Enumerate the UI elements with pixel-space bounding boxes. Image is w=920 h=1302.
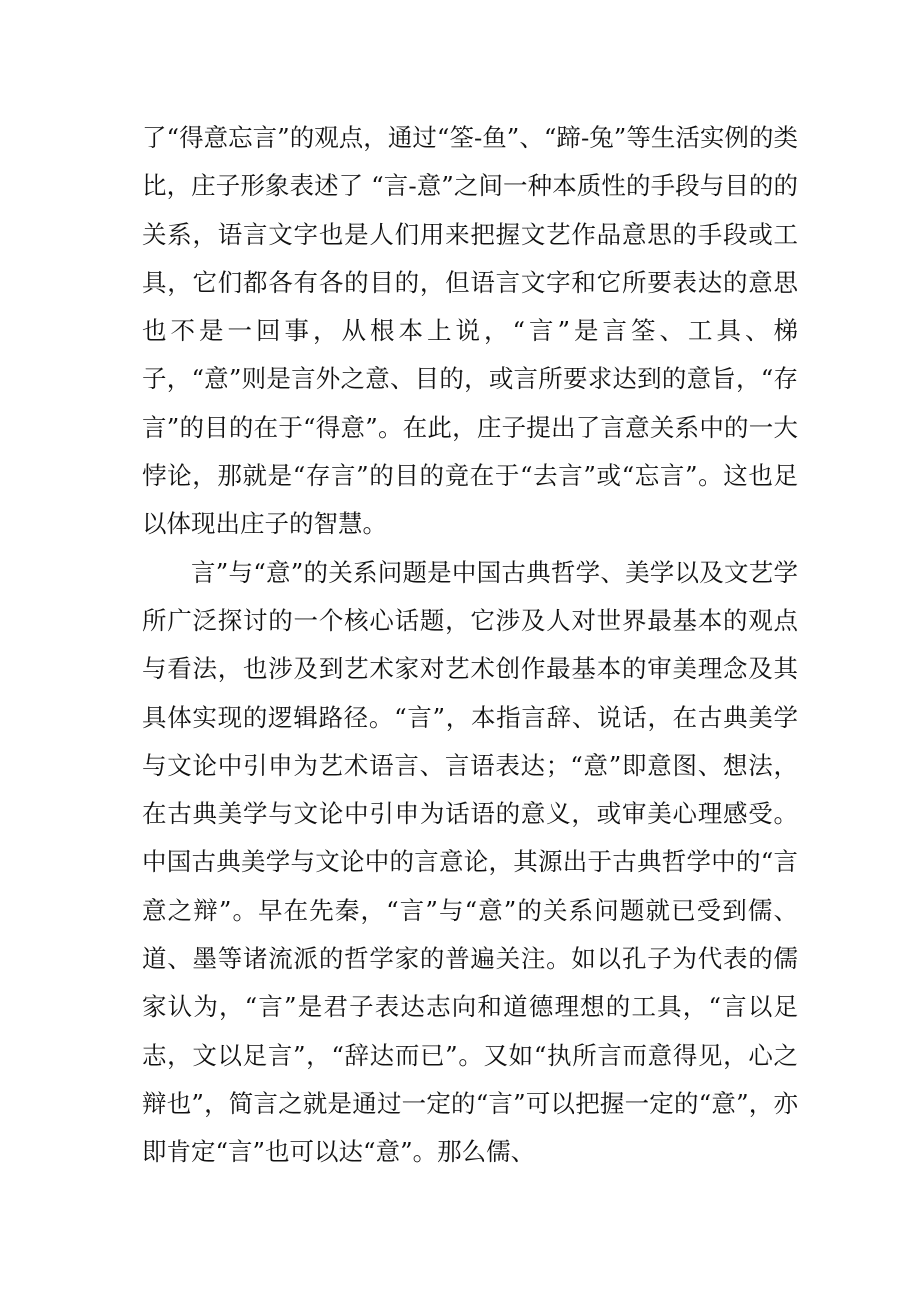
paragraph-yan-yi: 言”与“意”的关系问题是中国古典哲学、美学以及文艺学所广泛探讨的一个核心话题，它涉及人对世界最基本的观点与看法，也涉及到艺术家对艺术创作最基本的审美理念及其具体实现的逻辑路径。“言”，本指言辞、说话，在古典美学与文论中引申为艺术语言、言语表达；“意”即意图、想法，在古典美学与文论中引申为话语的意义，或审美心理感受。中国古典美学与文论中的言意论，其源出于古典哲学中的“言意之辩”。早在先秦，“言”与“意”的关系问题就已受到儒、道、墨等诸流派的哲学家的普遍关注。如以孔子为代表的儒家认为，“言”是君子表达志向和道德理想的工具，“言以足志，文以足言”，“辞达而已”。又如“执所言而意得见，心之辩也”，简言之就是通过一定的“言”可以把握一定的“意”，亦即肯定“言”也可以达“意”。那么儒、 bbox=[142, 557, 798, 1167]
paragraph-continuation: 了“得意忘言”的观点，通过“筌-鱼”、“蹄-兔”等生活实例的类比，庄子形象表述了 “言-意”之间一种本质性的手段与目的的关系，语言文字也是人们用来把握文艺作品意思的手段或工具，它们都各有各的目的，但语言文字和它所要表达的意思也不是一回事，从根本上说，“言”是言筌、工具、梯子，“意”则是言外之意、目的，或言所要求达到的意旨，“存言”的目的在于“得意”。在此，庄子提出了言意关系中的一大悖论，那就是“存言”的目的竟在于“去言”或“忘言”。这也足以体现出庄子的智慧。 bbox=[142, 123, 798, 539]
document-body bbox=[142, 114, 798, 1177]
